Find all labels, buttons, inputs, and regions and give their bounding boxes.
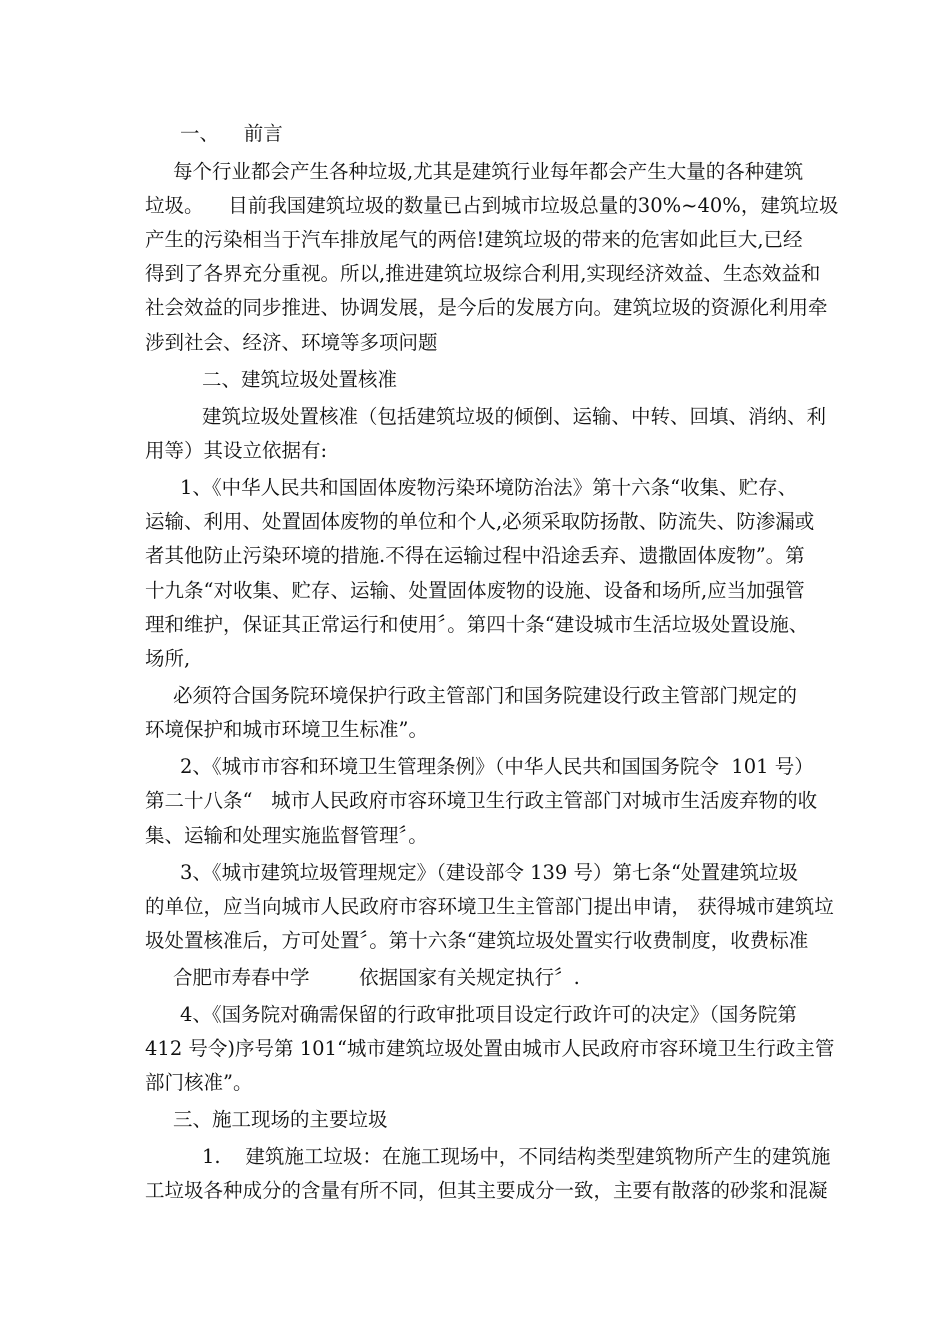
paragraph-line: 涉到社会、经济、环境等多项问题: [145, 331, 438, 354]
paragraph-line: 合肥市寿春中学 依据国家有关规定执行〞.: [173, 966, 580, 989]
paragraph-line: 集、运输和处理实施监督管理〞。: [145, 824, 428, 847]
paragraph-line: 每个行业都会产生各种垃圾,尤其是建筑行业每年都会产生大量的各种建筑: [173, 160, 804, 183]
paragraph-line: 1、《中华人民共和国固体废物污染环境防治法》第十六条“收集、贮存、: [180, 476, 798, 499]
paragraph-line: 工垃圾各种成分的含量有所不同，但其主要成分一致，主要有散落的砂浆和混凝: [145, 1179, 828, 1202]
paragraph-line: 运输、利用、处置固体废物的单位和个人,必须采取防扬散、防流失、防渗漏或: [145, 510, 815, 533]
paragraph-line: 社会效益的同步推进、协调发展，是今后的发展方向。建筑垃圾的资源化利用牵: [145, 296, 828, 319]
paragraph-line: 理和维护，保证其正常运行和使用〞。第四十条“建设城市生活垃圾处置设施、: [145, 613, 809, 636]
paragraph-line: 部门核准”。: [145, 1071, 253, 1094]
paragraph-line: 3、《城市建筑垃圾管理规定》（建设部令 139 号）第七条“处置建筑垃圾: [180, 861, 798, 884]
paragraph-line: 产生的污染相当于汽车排放尾气的两倍!建筑垃圾的带来的危害如此巨大,已经: [145, 228, 803, 251]
paragraph-line: 建筑垃圾处置核准（包括建筑垃圾的倾倒、运输、中转、回填、消纳、利: [202, 405, 827, 428]
paragraph-line: 4、《国务院对确需保留的行政审批项目设定行政许可的决定》（国务院第: [180, 1003, 797, 1026]
paragraph-line: 环境保护和城市环境卫生标准”。: [145, 718, 428, 741]
paragraph-line: 2、《城市市容和环境卫生管理条例》（中华人民共和国国务院令 101 号）: [180, 755, 814, 778]
paragraph-line: 用等）其设立依据有:: [145, 439, 328, 462]
paragraph-line: 412 号令)序号第 101“城市建筑垃圾处置由城市人民政府市容环境卫生行政主管: [145, 1037, 835, 1060]
paragraph-line: 1. 建筑施工垃圾：在施工现场中，不同结构类型建筑物所产生的建筑施: [202, 1145, 831, 1168]
paragraph-line: 必须符合国务院环境保护行政主管部门和国务院建设行政主管部门规定的: [173, 684, 798, 707]
heading-foreword: 一、 前言: [180, 122, 283, 145]
paragraph-line: 十九条“对收集、贮存、运输、处置固体废物的设施、设备和场所,应当加强管: [145, 579, 805, 602]
paragraph-line: 得到了各界充分重视。所以,推进建筑垃圾综合利用,实现经济效益、生态效益和: [145, 262, 821, 285]
paragraph-line: 圾处置核准后，方可处置〞。第十六条“建筑垃圾处置实行收费制度，收费标准: [145, 929, 809, 952]
paragraph-line: 的单位，应当向城市人民政府市容环境卫生主管部门提出申请， 获得城市建筑垃: [145, 895, 834, 918]
heading-section-3: 三、施工现场的主要垃圾: [173, 1108, 388, 1131]
paragraph-line: 垃圾。 目前我国建筑垃圾的数量已占到城市垃圾总量的30%~40%，建筑垃圾: [145, 194, 839, 217]
paragraph-line: 场所,: [145, 647, 191, 670]
heading-section-2: 二、建筑垃圾处置核准: [202, 368, 398, 391]
paragraph-line: 者其他防止污染环境的措施.不得在运输过程中沿途丢弃、遗撒固体废物”。第: [145, 544, 805, 567]
paragraph-line: 第二十八条“ 城市人民政府市容环境卫生行政主管部门对城市生活废弃物的收: [145, 789, 818, 812]
